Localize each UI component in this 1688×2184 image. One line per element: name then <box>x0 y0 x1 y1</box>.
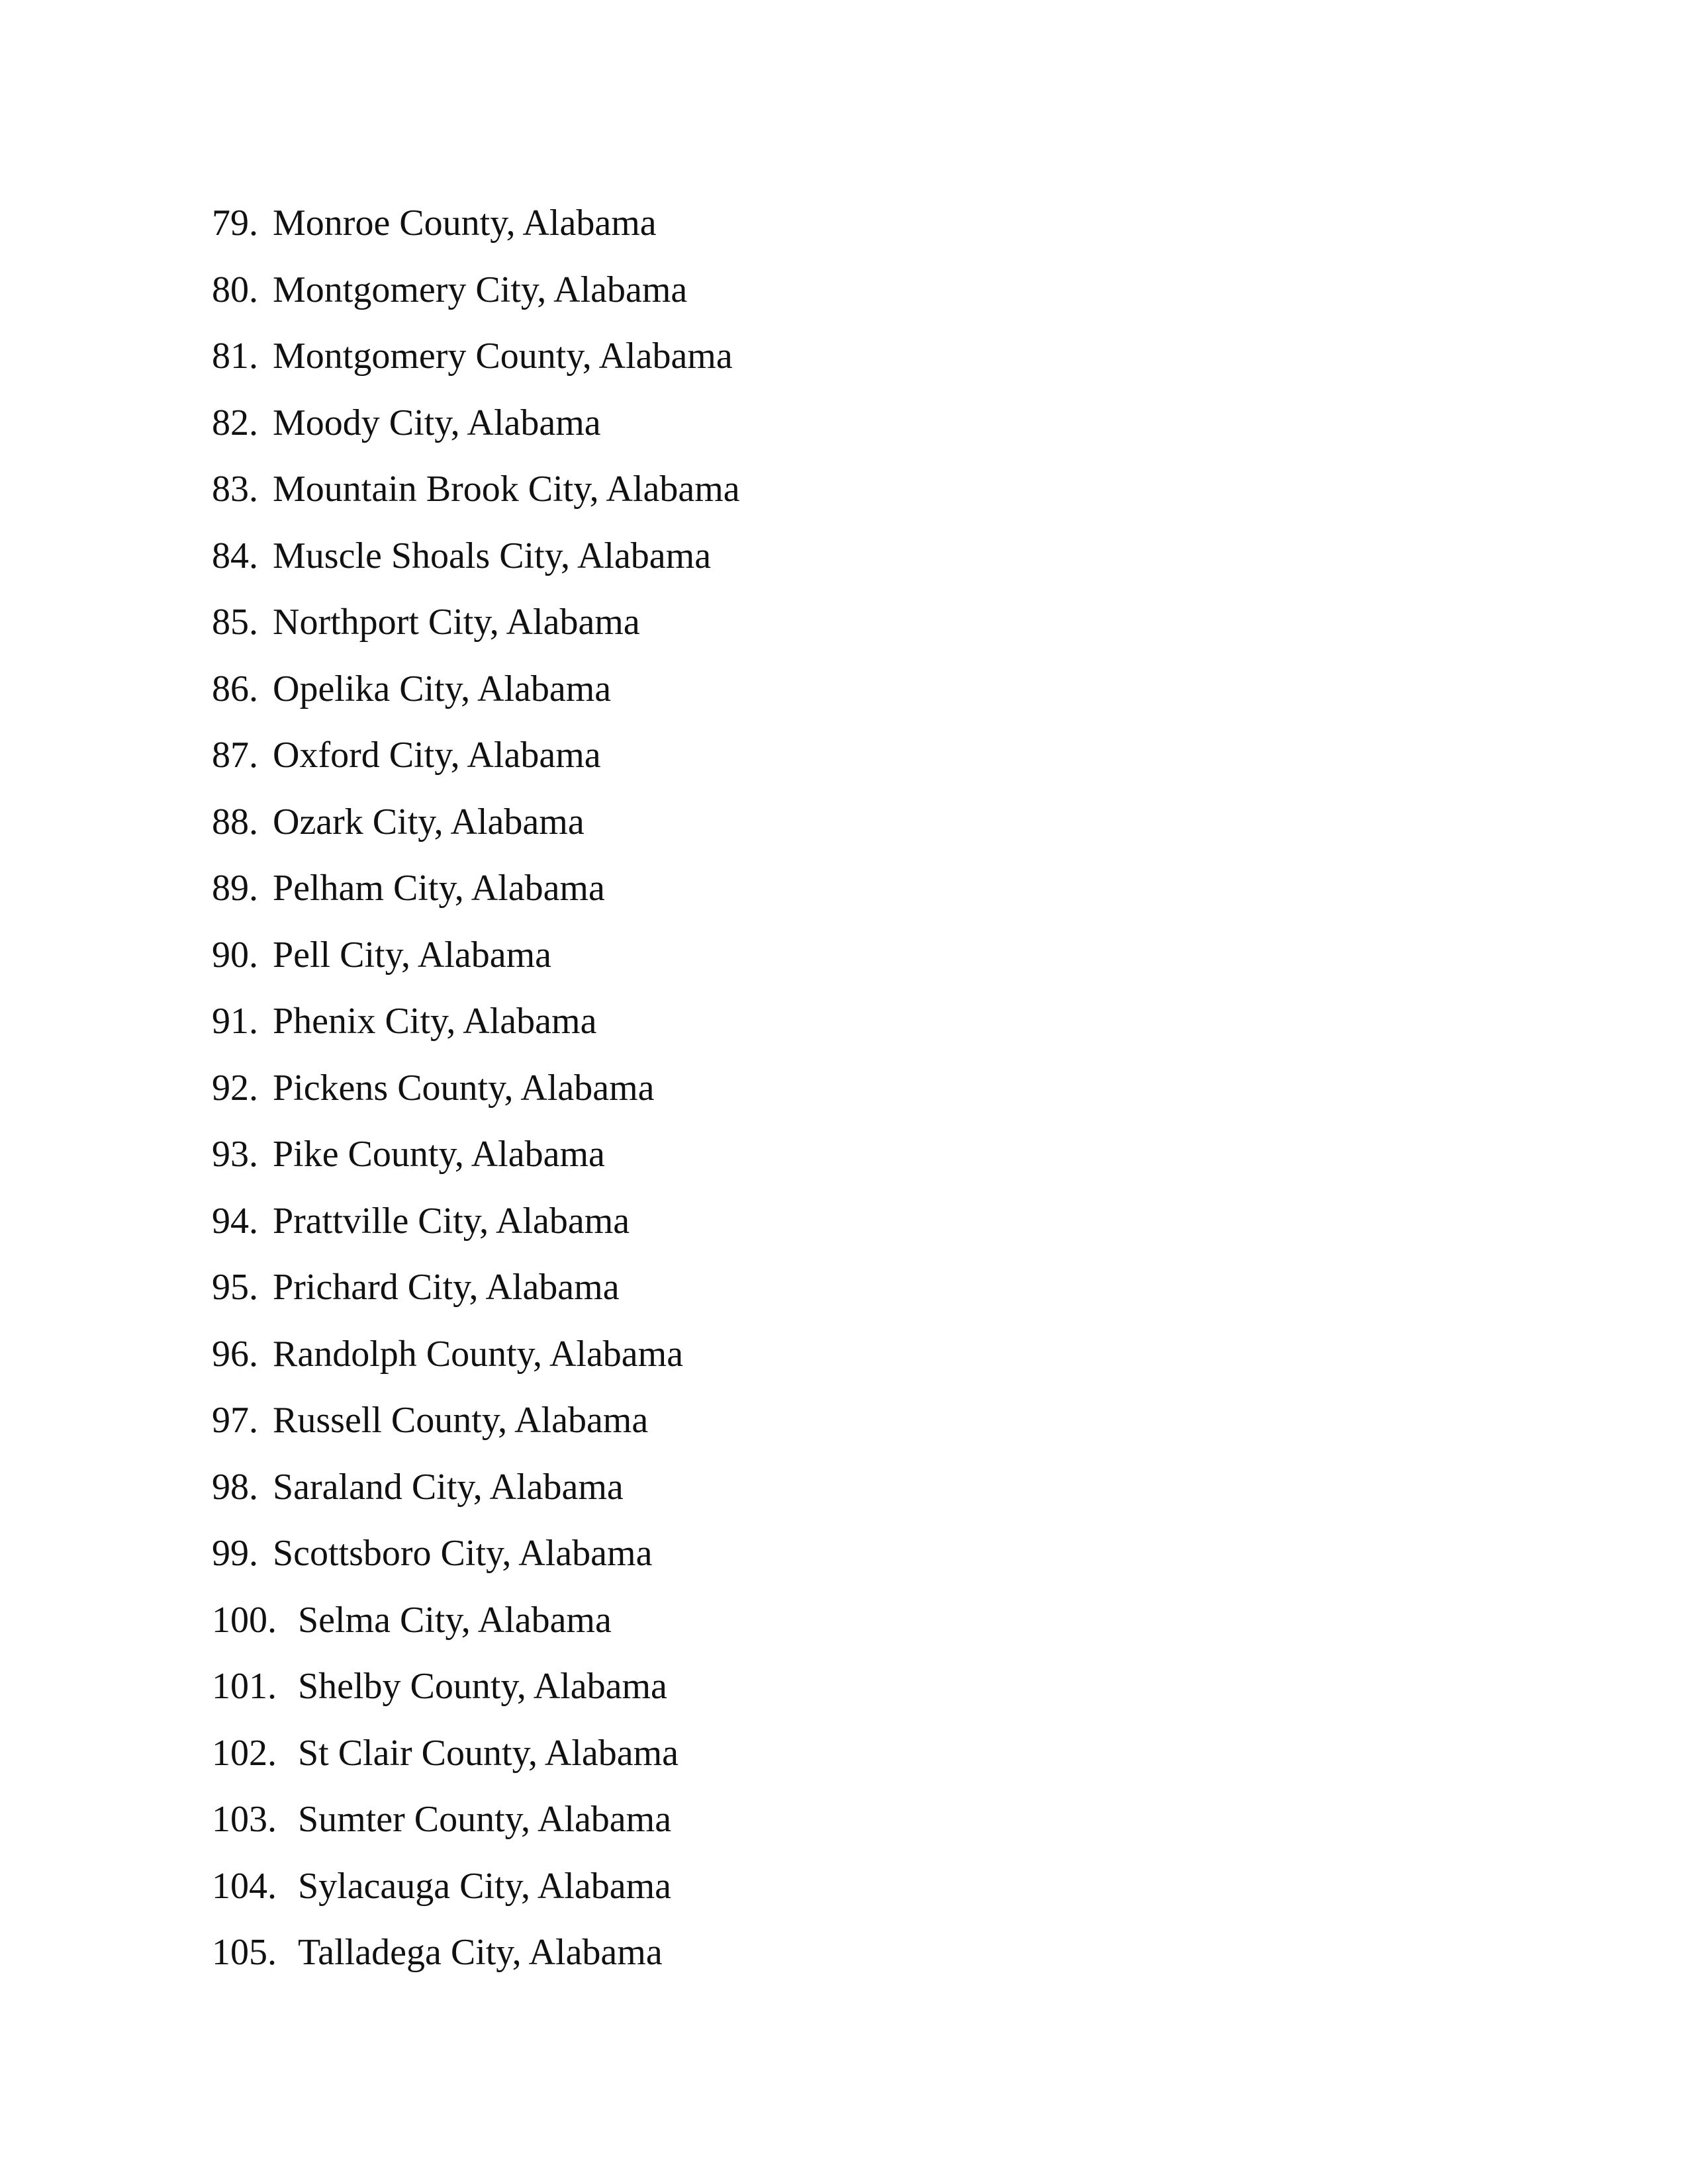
item-number: 101. <box>212 1666 277 1707</box>
list-item <box>212 1389 740 1456</box>
list-item <box>212 259 740 326</box>
item-number: 81. <box>212 336 258 377</box>
list-item <box>212 857 740 924</box>
item-text: Selma City, Alabama <box>298 1599 612 1641</box>
item-number: 102. <box>212 1732 277 1774</box>
item-text: Montgomery City, Alabama <box>273 269 688 310</box>
item-number: 99. <box>212 1533 258 1574</box>
list-item <box>212 658 740 725</box>
list-item <box>212 1190 740 1257</box>
item-text: Prichard City, Alabama <box>273 1267 620 1308</box>
item-text: Montgomery County, Alabama <box>273 336 733 377</box>
item-text: Ozark City, Alabama <box>273 801 585 842</box>
item-text: Scottsboro City, Alabama <box>273 1533 653 1574</box>
item-text: Prattville City, Alabama <box>273 1200 630 1242</box>
item-number: 84. <box>212 535 258 576</box>
item-number: 86. <box>212 668 258 709</box>
item-text: Pike County, Alabama <box>273 1134 605 1175</box>
item-text: Opelika City, Alabama <box>273 668 612 709</box>
list-item <box>212 990 740 1057</box>
item-number: 83. <box>212 469 258 510</box>
list-item <box>212 458 740 525</box>
item-text: Pickens County, Alabama <box>273 1067 655 1109</box>
list-item <box>212 1256 740 1323</box>
item-text: Sumter County, Alabama <box>298 1799 672 1840</box>
item-number: 94. <box>212 1200 258 1242</box>
item-number: 98. <box>212 1466 258 1508</box>
list-item <box>212 1123 740 1190</box>
item-text: Randolph County, Alabama <box>273 1333 684 1375</box>
item-text: Sylacauga City, Alabama <box>298 1865 671 1907</box>
list-item <box>212 924 740 991</box>
list-item <box>212 724 740 791</box>
list-item <box>212 392 740 459</box>
item-text: St Clair County, Alabama <box>298 1732 679 1774</box>
item-text: Pelham City, Alabama <box>273 868 605 909</box>
list-item <box>212 325 740 392</box>
list-item <box>212 1456 740 1523</box>
list-item <box>212 1855 740 1922</box>
item-number: 91. <box>212 1001 258 1042</box>
item-number: 93. <box>212 1134 258 1175</box>
item-number: 96. <box>212 1333 258 1375</box>
item-number: 88. <box>212 801 258 842</box>
item-text: Muscle Shoals City, Alabama <box>273 535 712 576</box>
item-text: Moody City, Alabama <box>273 402 601 443</box>
item-text: Northport City, Alabama <box>273 602 640 643</box>
item-text: Shelby County, Alabama <box>298 1666 667 1707</box>
list-item <box>212 1589 740 1656</box>
item-number: 89. <box>212 868 258 909</box>
item-text: Monroe County, Alabama <box>273 203 657 244</box>
item-text: Russell County, Alabama <box>273 1400 649 1441</box>
item-number: 90. <box>212 934 258 976</box>
item-number: 79. <box>212 203 258 244</box>
item-number: 85. <box>212 602 258 643</box>
item-text: Oxford City, Alabama <box>273 735 601 776</box>
list-item <box>212 192 740 259</box>
item-number: 80. <box>212 269 258 310</box>
item-text: Talladega City, Alabama <box>298 1932 663 1973</box>
list-item <box>212 1057 740 1124</box>
item-text: Mountain Brook City, Alabama <box>273 469 740 510</box>
item-text: Pell City, Alabama <box>273 934 551 976</box>
item-number: 105. <box>212 1932 277 1973</box>
item-text: Saraland City, Alabama <box>273 1466 624 1508</box>
item-number: 103. <box>212 1799 277 1840</box>
list-item <box>212 1655 740 1722</box>
item-number: 95. <box>212 1267 258 1308</box>
item-number: 92. <box>212 1067 258 1109</box>
item-number: 97. <box>212 1400 258 1441</box>
list-item <box>212 1921 740 1988</box>
list-item <box>212 1323 740 1390</box>
list-item <box>212 525 740 592</box>
item-text: Phenix City, Alabama <box>273 1001 597 1042</box>
item-number: 82. <box>212 402 258 443</box>
list-item <box>212 1722 740 1789</box>
list-item <box>212 591 740 658</box>
list-item <box>212 791 740 858</box>
item-number: 100. <box>212 1599 277 1641</box>
list-item <box>212 1788 740 1855</box>
list-item <box>212 1522 740 1589</box>
jurisdiction-list <box>212 192 740 1988</box>
item-number: 87. <box>212 735 258 776</box>
item-number: 104. <box>212 1865 277 1907</box>
